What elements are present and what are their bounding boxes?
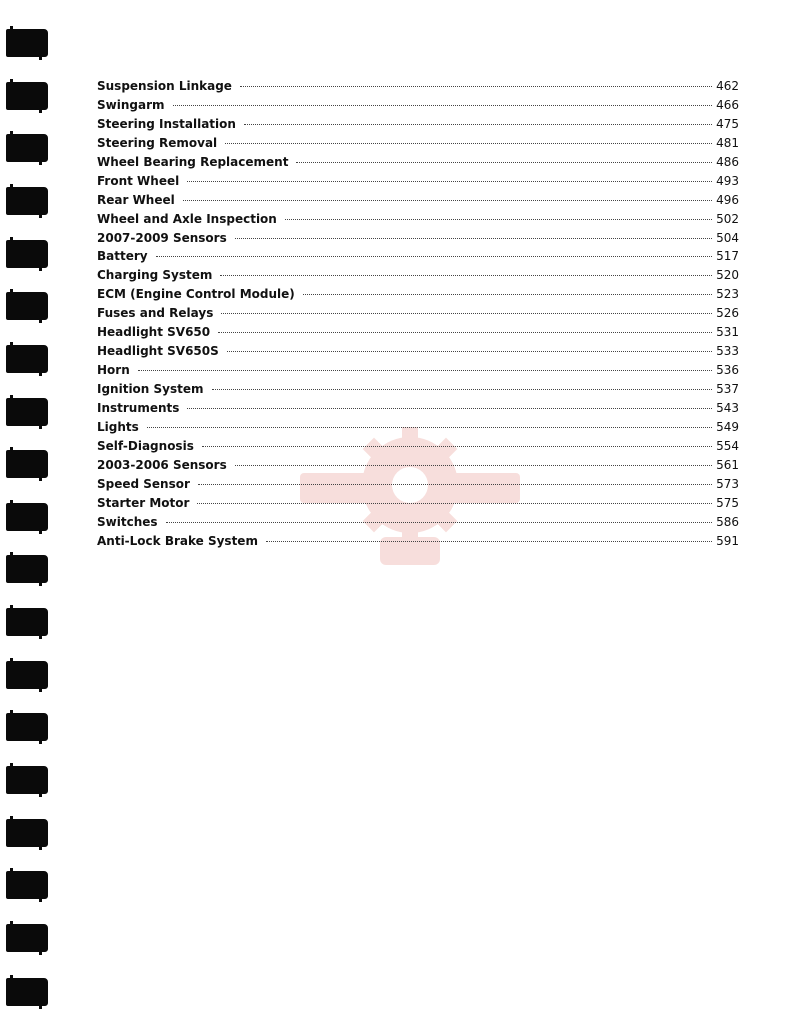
toc-entry-page: 486 xyxy=(716,154,739,169)
toc-entry-title: Ignition System xyxy=(97,382,204,396)
dot-leader xyxy=(173,105,713,106)
toc-entry-page: 493 xyxy=(716,173,739,188)
punch-hole xyxy=(6,240,48,268)
punch-hole xyxy=(6,292,48,320)
punch-hole xyxy=(6,713,48,741)
punch-hole xyxy=(6,345,48,373)
dot-leader xyxy=(212,389,713,390)
toc-entry-page: 573 xyxy=(716,476,739,491)
dot-leader xyxy=(227,351,712,352)
toc-entry-title: Rear Wheel xyxy=(97,192,175,207)
toc-entry-page: 496 xyxy=(716,192,739,207)
dot-leader xyxy=(221,313,712,314)
dot-leader xyxy=(303,294,712,295)
dot-leader xyxy=(197,503,712,504)
toc-entry[interactable] xyxy=(97,79,739,98)
toc-entry-title: 2007-2009 Sensors xyxy=(97,230,227,245)
dot-leader xyxy=(225,143,712,144)
toc-entry[interactable] xyxy=(97,117,739,136)
dot-leader xyxy=(202,446,712,447)
punch-hole xyxy=(6,187,48,215)
toc-entry[interactable] xyxy=(97,174,739,193)
punch-hole xyxy=(6,29,48,57)
toc-entry-page: 462 xyxy=(716,79,739,93)
toc-entry[interactable] xyxy=(97,287,739,306)
toc-entry-title: 2003-2006 Sensors xyxy=(97,457,227,472)
toc-entry[interactable] xyxy=(97,231,739,250)
toc-entry[interactable] xyxy=(97,534,739,553)
punch-hole xyxy=(6,766,48,794)
dot-leader xyxy=(183,200,712,201)
toc-entry-page: 536 xyxy=(716,363,739,378)
toc-entry[interactable] xyxy=(97,306,739,325)
toc-entry-page: 517 xyxy=(716,249,739,264)
toc-entry-title: ECM (Engine Control Module) xyxy=(97,287,295,302)
punch-hole xyxy=(6,608,48,636)
toc-entry-title: Steering Removal xyxy=(97,135,218,150)
dot-leader xyxy=(147,427,712,428)
punch-hole xyxy=(6,398,48,426)
toc-entry[interactable] xyxy=(97,496,739,515)
toc-entry[interactable] xyxy=(97,212,739,231)
toc-entry-page: 549 xyxy=(716,419,739,434)
toc-entry-page: 591 xyxy=(716,533,739,548)
toc-entry[interactable] xyxy=(97,477,739,496)
toc-entry[interactable] xyxy=(97,382,739,401)
toc-entry-title: Lights xyxy=(97,419,139,434)
table-of-contents xyxy=(97,79,739,552)
toc-entry-title: Anti-Lock Brake System xyxy=(97,533,258,548)
toc-entry-page: 526 xyxy=(716,306,739,321)
dot-leader xyxy=(244,124,712,125)
toc-entry[interactable] xyxy=(97,249,739,268)
punch-hole xyxy=(6,503,48,531)
dot-leader xyxy=(240,86,712,87)
toc-entry-page: 531 xyxy=(716,325,739,340)
toc-entry-page: 504 xyxy=(716,230,739,245)
toc-entry-title: Headlight SV650S xyxy=(97,344,219,359)
toc-entry-page: 481 xyxy=(716,135,739,150)
toc-entry-page: 502 xyxy=(716,211,739,226)
dot-leader xyxy=(235,465,712,466)
dot-leader xyxy=(166,522,713,523)
toc-entry[interactable] xyxy=(97,363,739,382)
punch-hole xyxy=(6,555,48,583)
toc-entry-page: 561 xyxy=(716,457,739,472)
toc-entry-page: 466 xyxy=(716,97,739,112)
toc-entry-title: Fuses and Relays xyxy=(97,306,214,321)
toc-entry[interactable] xyxy=(97,344,739,363)
dot-leader xyxy=(266,541,712,542)
dot-leader xyxy=(187,181,712,182)
dot-leader xyxy=(138,370,712,371)
toc-entry-title: Swingarm xyxy=(97,97,165,112)
toc-entry[interactable] xyxy=(97,458,739,477)
dot-leader xyxy=(198,484,712,485)
toc-entry-title: Wheel and Axle Inspection xyxy=(97,211,277,226)
punch-hole xyxy=(6,82,48,110)
toc-entry[interactable] xyxy=(97,268,739,287)
toc-entry-title: Battery xyxy=(97,249,148,264)
punch-hole xyxy=(6,871,48,899)
toc-entry-page: 586 xyxy=(716,514,739,529)
toc-entry[interactable] xyxy=(97,515,739,534)
toc-entry-title: Horn xyxy=(97,363,130,378)
punch-hole xyxy=(6,819,48,847)
punch-hole xyxy=(6,661,48,689)
punch-hole xyxy=(6,978,48,1006)
dot-leader xyxy=(296,162,712,163)
toc-entry-title: Wheel Bearing Replacement xyxy=(97,154,289,169)
toc-entry-title: Speed Sensor xyxy=(97,476,190,491)
toc-entry-title: Headlight SV650 xyxy=(97,325,211,340)
dot-leader xyxy=(218,332,712,333)
dot-leader xyxy=(187,408,712,409)
toc-entry[interactable] xyxy=(97,420,739,439)
punch-hole xyxy=(6,450,48,478)
toc-entry-page: 475 xyxy=(716,116,739,131)
punch-hole xyxy=(6,924,48,952)
toc-entry[interactable] xyxy=(97,325,739,344)
toc-entry-page: 533 xyxy=(716,344,739,359)
toc-entry-page: 537 xyxy=(716,382,739,396)
dot-leader xyxy=(156,256,712,257)
toc-entry-page: 543 xyxy=(716,400,739,415)
dot-leader xyxy=(285,219,712,220)
dot-leader xyxy=(235,238,712,239)
toc-entry-title: Front Wheel xyxy=(97,173,180,188)
toc-entry[interactable] xyxy=(97,439,739,458)
toc-entry-page: 523 xyxy=(716,287,739,302)
toc-entry-title: Charging System xyxy=(97,268,213,283)
toc-entry[interactable] xyxy=(97,155,739,174)
punch-hole xyxy=(6,134,48,162)
toc-entry-title: Switches xyxy=(97,514,158,529)
toc-entry[interactable] xyxy=(97,136,739,155)
toc-entry-title: Instruments xyxy=(97,400,180,415)
toc-entry-page: 554 xyxy=(716,438,739,453)
toc-entry-title: Starter Motor xyxy=(97,495,190,510)
binding-strip xyxy=(0,0,60,1035)
toc-entry[interactable] xyxy=(97,401,739,420)
toc-entry-title: Self-Diagnosis xyxy=(97,438,194,453)
toc-entry-title: Suspension Linkage xyxy=(97,79,232,93)
toc-entry[interactable] xyxy=(97,98,739,117)
toc-entry[interactable] xyxy=(97,193,739,212)
toc-entry-title: Steering Installation xyxy=(97,116,236,131)
toc-entry-page: 575 xyxy=(716,495,739,510)
dot-leader xyxy=(220,275,712,276)
toc-entry-page: 520 xyxy=(716,268,739,283)
